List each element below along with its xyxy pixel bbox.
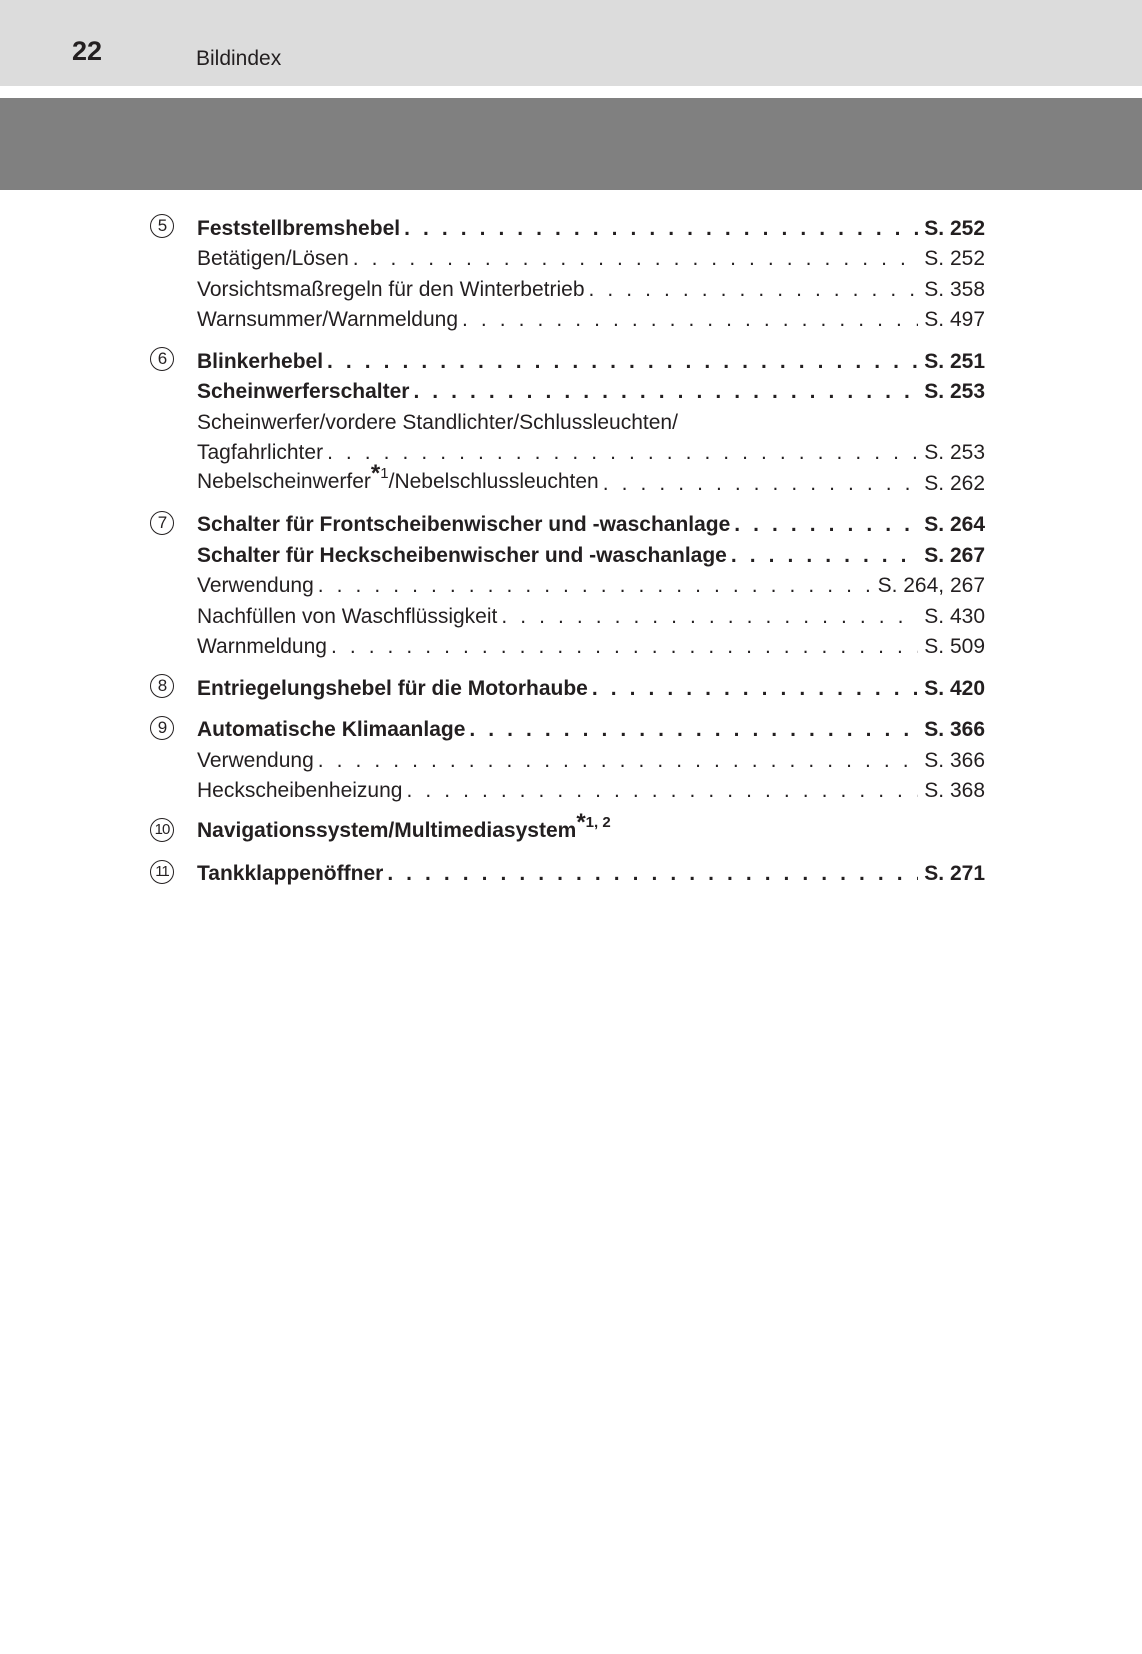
entry-text: Warnsummer/Warnmeldung [197, 308, 459, 331]
dot-leader [383, 862, 918, 886]
item-number-badge: 10 [150, 818, 174, 842]
dot-leader [465, 718, 918, 742]
index-group [150, 343, 985, 496]
entry-label [197, 278, 585, 302]
item-number-badge: 5 [150, 214, 174, 238]
item-number-badge: 11 [150, 860, 174, 884]
dot-leader [497, 605, 918, 629]
entry-label [197, 217, 400, 241]
dot-leader [409, 380, 918, 404]
footnote-reference: 1 [380, 464, 389, 482]
page-reference: S. 252 [924, 247, 985, 270]
page-reference: S. 264 [924, 513, 985, 536]
index-entry-main [197, 374, 985, 405]
page-reference: S. 497 [924, 308, 985, 331]
entry-text: Blinkerhebel [197, 349, 324, 373]
page-reference: S. 366 [924, 718, 985, 741]
dot-leader [400, 217, 918, 241]
picture-index-list [150, 210, 985, 897]
entry-label [197, 544, 727, 568]
dot-leader [327, 635, 918, 659]
index-entry-main [197, 507, 985, 538]
page-reference: S. 509 [924, 635, 985, 658]
dot-leader [323, 350, 918, 374]
entry-text: Feststellbremshebel [197, 216, 401, 240]
index-entry-main [197, 537, 985, 568]
index-entry-sub [197, 435, 985, 466]
decorative-band [0, 98, 1142, 190]
index-entry-main [197, 670, 985, 701]
page-reference: S. 262 [924, 471, 985, 495]
index-entry-sub [197, 459, 985, 496]
index-entry-sub [197, 302, 985, 333]
entry-label [197, 411, 678, 435]
page-number: 22 [72, 36, 103, 66]
page-reference: S. 252 [924, 216, 985, 240]
footnote-asterisk: * [576, 808, 586, 836]
entry-label [197, 308, 458, 332]
entry-label [197, 808, 611, 845]
dot-leader [314, 749, 919, 773]
dot-leader [323, 441, 918, 465]
entry-text: Scheinwerferschalter [197, 380, 410, 403]
index-group [150, 507, 985, 660]
index-entry-sub [197, 773, 985, 804]
dot-leader [727, 544, 918, 568]
page-reference: S. 253 [924, 380, 985, 403]
entry-label [197, 635, 327, 659]
entry-text: Heckscheibenheizung [197, 779, 403, 802]
item-number-badge: 6 [150, 347, 174, 371]
entry-text: Navigationssystem/Multimediasystem [197, 818, 577, 842]
entry-label [197, 380, 409, 404]
item-number-badge: 9 [150, 716, 174, 740]
entry-label [197, 574, 314, 598]
entry-label [197, 247, 349, 271]
index-entry-sub [197, 271, 985, 302]
entry-label [197, 677, 588, 701]
dot-leader [588, 677, 918, 701]
page-reference: S. 271 [924, 862, 985, 885]
index-entry-main [197, 808, 985, 845]
entry-text-continuation: /Nebelschlussleuchten [388, 469, 599, 493]
page-reference: S. 253 [924, 441, 985, 464]
entry-text: Tankklappenöffner [197, 862, 384, 885]
dot-leader [349, 247, 918, 271]
index-entry-sub [197, 598, 985, 629]
index-entry-main [197, 210, 985, 241]
entry-text: Schalter für Frontscheibenwischer und -waschanlage [197, 513, 731, 536]
index-group [150, 856, 985, 887]
page-reference: S. 358 [924, 277, 985, 301]
entry-text: Verwendung [197, 574, 314, 597]
page-reference: S. 368 [924, 779, 985, 802]
entry-text: Vorsichtsmaßregeln für den Winterbetrieb [197, 277, 585, 301]
section-title: Bildindex [196, 47, 282, 70]
footnote-reference: 1, 2 [585, 813, 611, 831]
entry-text: Warnmeldung [197, 635, 327, 658]
index-group [150, 670, 985, 701]
entry-label [197, 441, 323, 465]
entry-label [197, 749, 314, 773]
entry-label [197, 862, 383, 886]
footnote-asterisk: * [370, 459, 381, 487]
dot-leader [585, 278, 919, 302]
entry-label [197, 459, 599, 496]
entry-label [197, 350, 323, 374]
entry-label [197, 718, 465, 742]
index-entry-sub [197, 568, 985, 599]
index-entry-sub [197, 629, 985, 660]
index-entry-sub [197, 404, 985, 435]
entry-text: Entriegelungshebel für die Motorhaube [197, 676, 588, 700]
index-entry-main [197, 712, 985, 743]
entry-text: Betätigen/Lösen [197, 247, 349, 270]
index-group [150, 808, 985, 845]
header-band [0, 0, 1142, 86]
dot-leader [730, 513, 918, 537]
dot-leader [458, 308, 918, 332]
entry-text: Automatische Klimaanlage [197, 718, 466, 741]
index-entry-main [197, 343, 985, 374]
entry-text: Scheinwerfer/vordere Standlichter/Schlussleuchten/ [197, 410, 678, 434]
index-group [150, 712, 985, 804]
index-group [150, 210, 985, 332]
page-reference: S. 264, 267 [877, 574, 985, 597]
index-entry-main [197, 856, 985, 887]
index-entry-sub [197, 742, 985, 773]
page-reference: S. 430 [924, 604, 985, 628]
index-entry-sub [197, 241, 985, 272]
page-reference: S. 420 [924, 676, 985, 700]
entry-label [197, 513, 730, 537]
entry-text: Tagfahrlichter [197, 441, 324, 464]
page-reference: S. 366 [924, 748, 985, 772]
item-number-badge: 8 [150, 674, 174, 698]
entry-text: Nachfüllen von Waschflüssigkeit [197, 604, 498, 628]
entry-label [197, 605, 497, 629]
dot-leader [599, 472, 919, 496]
entry-text: Schalter für Heckscheibenwischer und -waschanlage [197, 543, 727, 567]
entry-text: Verwendung [197, 748, 314, 772]
entry-text: Nebelscheinwerfer [197, 469, 371, 493]
page-reference: S. 251 [924, 349, 985, 373]
dot-leader [402, 779, 918, 803]
page-reference: S. 267 [924, 543, 985, 567]
item-number-badge: 7 [150, 511, 174, 535]
entry-label [197, 779, 402, 803]
dot-leader [314, 574, 872, 598]
